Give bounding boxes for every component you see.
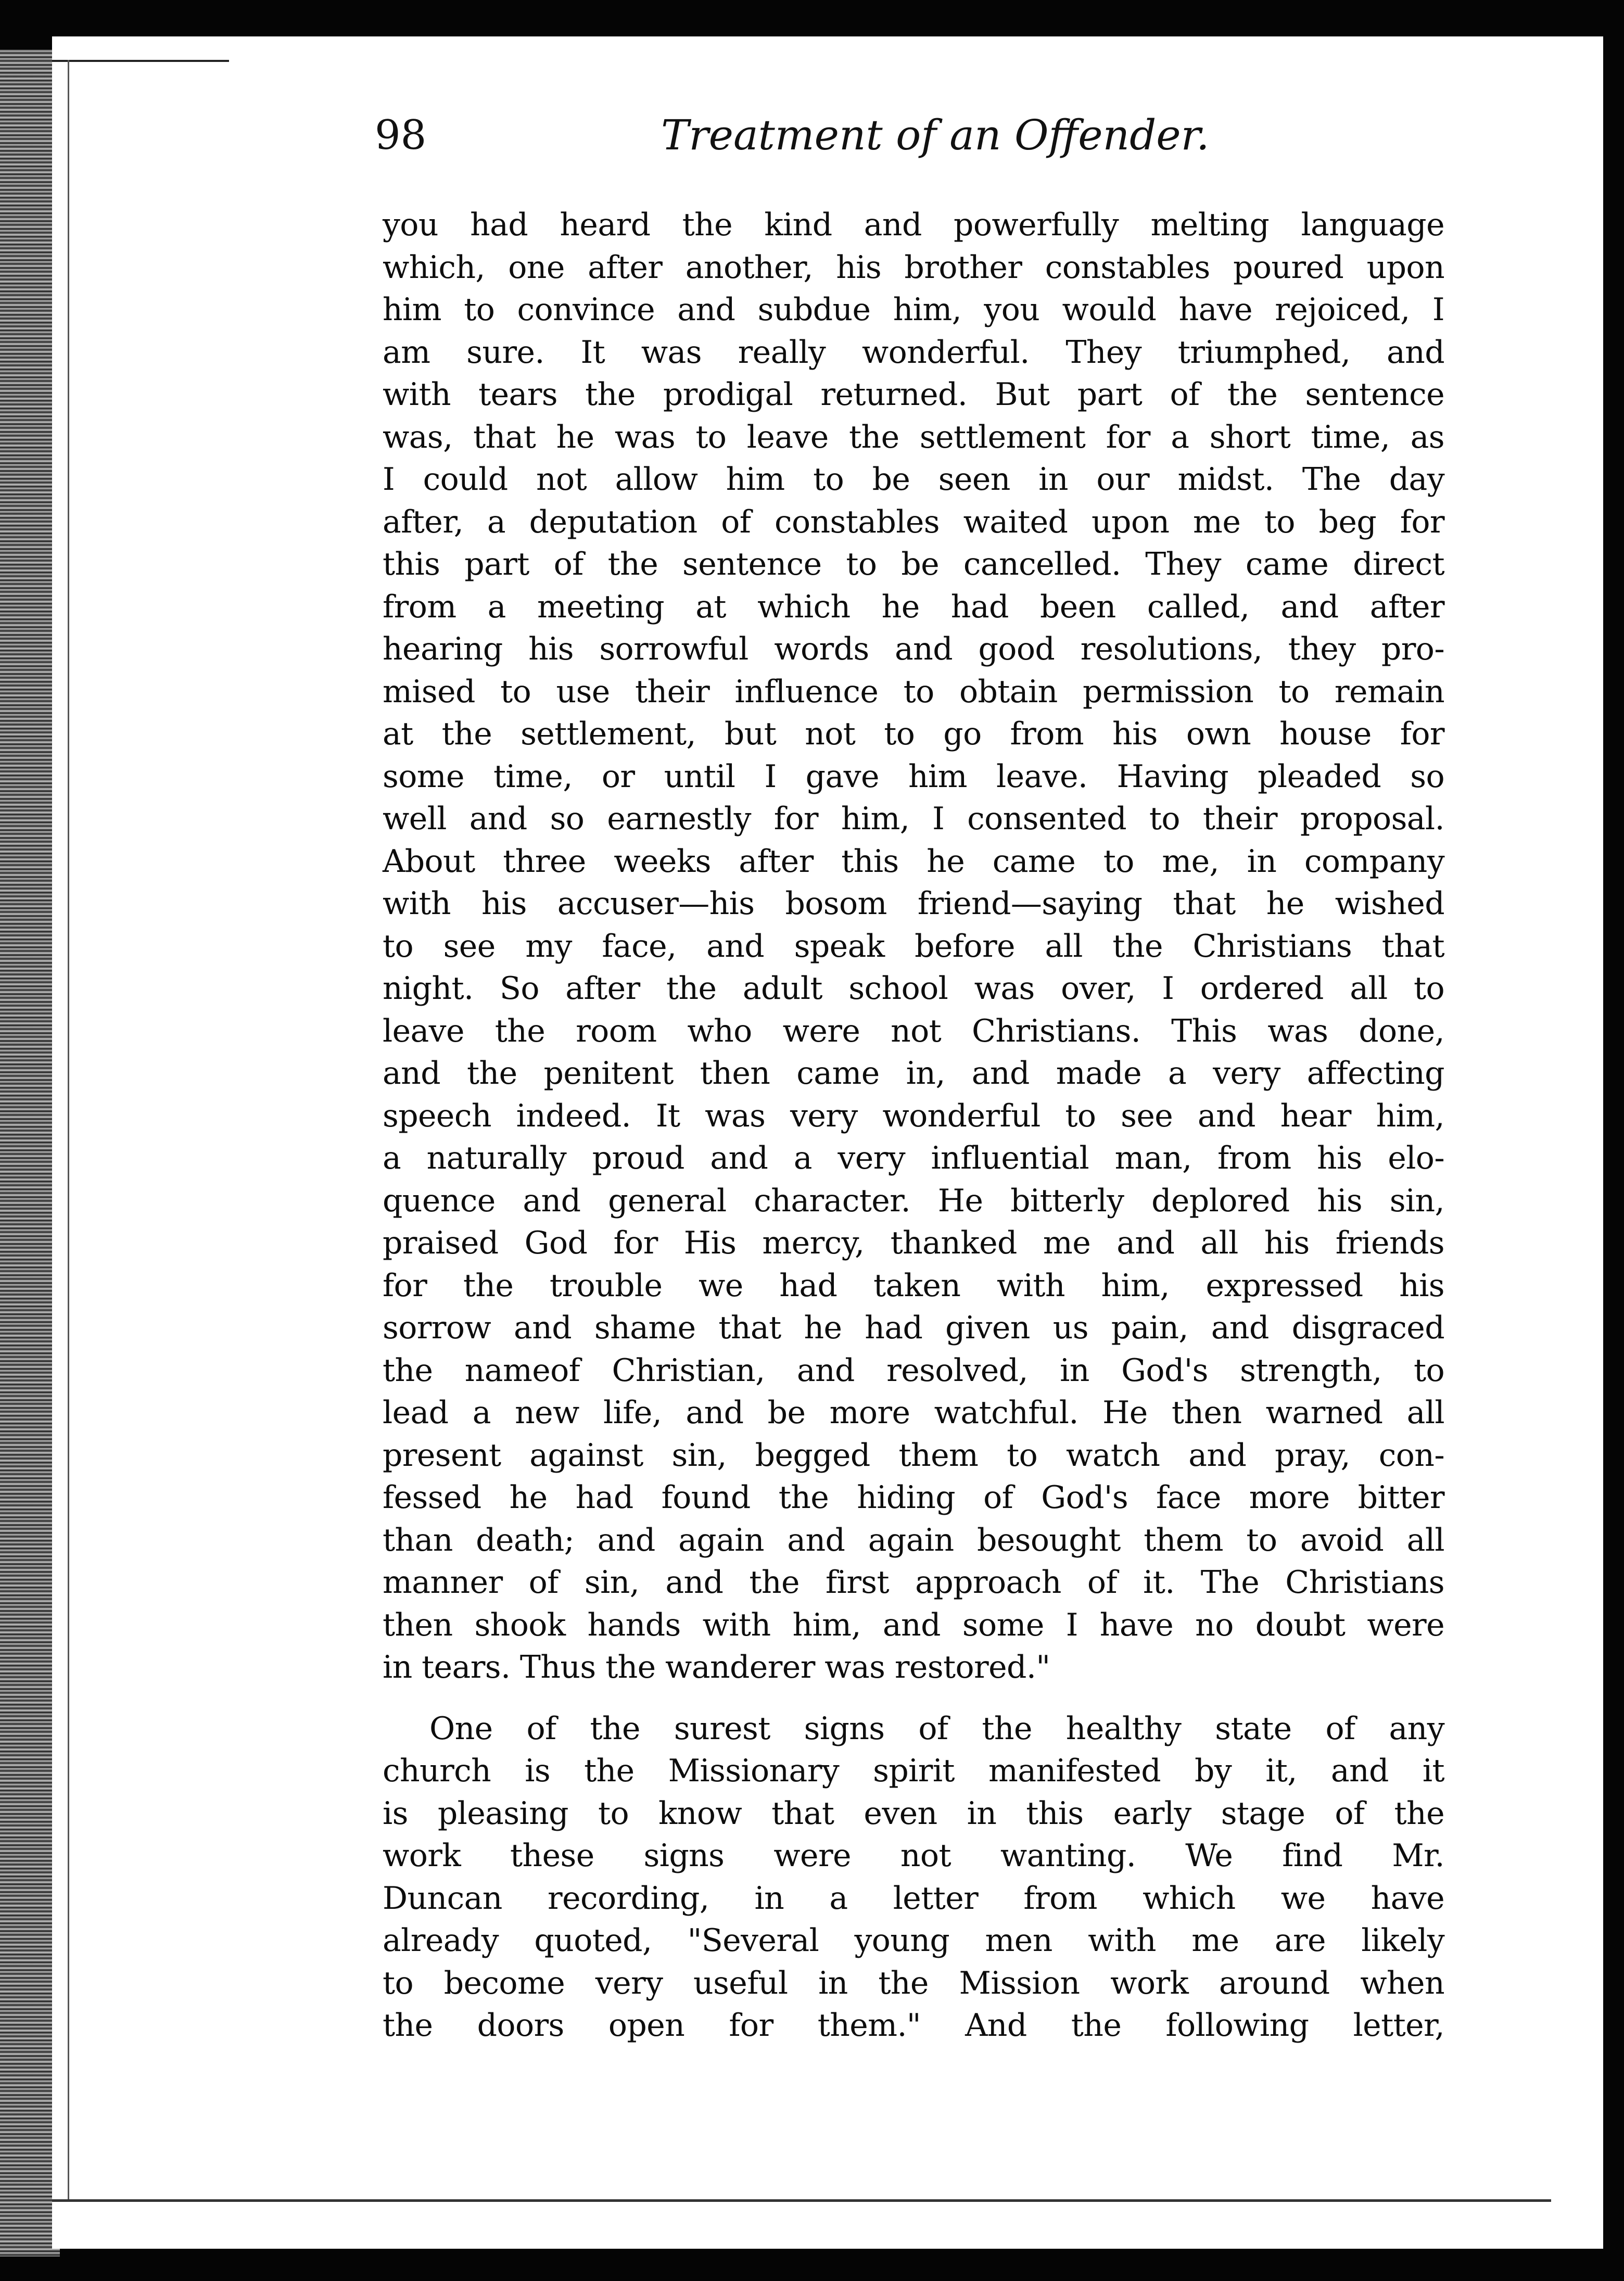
text-line: Duncan recording, in a letter from which we have	[383, 1880, 1444, 1917]
left-rule	[68, 60, 69, 2199]
text-line: and the penitent then came in, and made a very affecting	[383, 1055, 1444, 1092]
text-line: a naturally proud and a very influential man, from his elo-	[383, 1140, 1444, 1176]
text-line: I could not allow him to be seen in our midst. The day	[383, 461, 1444, 498]
text-line: present against sin, begged them to watch and pray, con-	[383, 1437, 1444, 1474]
text-line: the doors open for them." And the following letter,	[383, 2007, 1444, 2044]
paragraph-1	[383, 204, 1444, 1689]
text-line: already quoted, "Several young men with me are likely	[383, 1922, 1444, 1959]
text-line: you had heard the kind and powerfully melting language	[383, 207, 1444, 243]
text-line: About three weeks after this he came to me, in company	[383, 843, 1444, 880]
bottom-rule	[52, 2199, 1551, 2202]
text-line: fessed he had found the hiding of God's face more bitter	[383, 1479, 1444, 1516]
text-line: him to convince and subdue him, you would have rejoiced, I	[383, 292, 1444, 328]
text-line: to become very useful in the Mission work around when	[383, 1965, 1444, 2001]
text-line: am sure. It was really wonderful. They triumphed, and	[383, 334, 1444, 371]
text-line: in tears. Thus the wanderer was restored."	[383, 1649, 1050, 1686]
text-line: was, that he was to leave the settlement for a short time, as	[383, 419, 1444, 455]
text-line: the nameof Christian, and resolved, in God's strength, to	[383, 1352, 1444, 1389]
binding-edge	[0, 49, 60, 2257]
top-rule	[52, 60, 229, 62]
text-line: well and so earnestly for him, I consented to their proposal.	[383, 801, 1444, 837]
page-number: 98	[375, 112, 427, 159]
text-line: than death; and again and again besought them to avoid all	[383, 1522, 1444, 1558]
text-line: with his accuser—his bosom friend—saying that he wished	[383, 885, 1444, 922]
text-line: this part of the sentence to be cancelled. They came direct	[383, 546, 1444, 582]
text-line: church is the Missionary spirit manifested by it, and it	[383, 1753, 1444, 1789]
text-line: night. So after the adult school was over, I ordered all to	[383, 970, 1444, 1007]
text-line: with tears the prodigal returned. But part of the sentence	[383, 376, 1444, 413]
text-line: some time, or until I gave him leave. Having pleaded so	[383, 758, 1444, 795]
text-line: at the settlement, but not to go from his own house for	[383, 716, 1444, 752]
text-line: to see my face, and speak before all the Christians that	[383, 928, 1444, 965]
text-line: manner of sin, and the first approach of it. The Christians	[383, 1564, 1444, 1601]
text-line: then shook hands with him, and some I have no doubt were	[383, 1606, 1444, 1643]
paragraph-2	[383, 1708, 1444, 2047]
text-line: lead a new life, and be more watchful. He then warned all	[383, 1395, 1444, 1431]
text-line: sorrow and shame that he had given us pain, and disgraced	[383, 1310, 1444, 1346]
body-text	[383, 204, 1444, 2047]
running-head	[375, 107, 1457, 164]
running-title: Treatment of an Offender.	[661, 111, 1210, 159]
text-line: hearing his sorrowful words and good resolutions, they pro-	[383, 631, 1444, 667]
text-line: for the trouble we had taken with him, expressed his	[383, 1267, 1444, 1304]
text-line: which, one after another, his brother constables poured upon	[383, 249, 1444, 286]
text-line: leave the room who were not Christians. This was done,	[383, 1012, 1444, 1049]
text-line: after, a deputation of constables waited upon me to beg for	[383, 503, 1444, 540]
text-line: mised to use their influence to obtain permission to remain	[383, 673, 1444, 710]
text-line: praised God for His mercy, thanked me and all his friends	[383, 1225, 1444, 1261]
text-line: work these signs were not wanting. We find Mr.	[383, 1838, 1444, 1874]
text-line: is pleasing to know that even in this early stage of the	[383, 1795, 1444, 1832]
text-line: speech indeed. It was very wonderful to see and hear him,	[383, 1097, 1444, 1134]
text-line: One of the surest signs of the healthy state of any	[429, 1710, 1444, 1747]
paragraph-gap	[383, 1689, 1444, 1708]
text-line: quence and general character. He bitterly deplored his sin,	[383, 1182, 1444, 1219]
text-line: from a meeting at which he had been called, and after	[383, 588, 1444, 625]
